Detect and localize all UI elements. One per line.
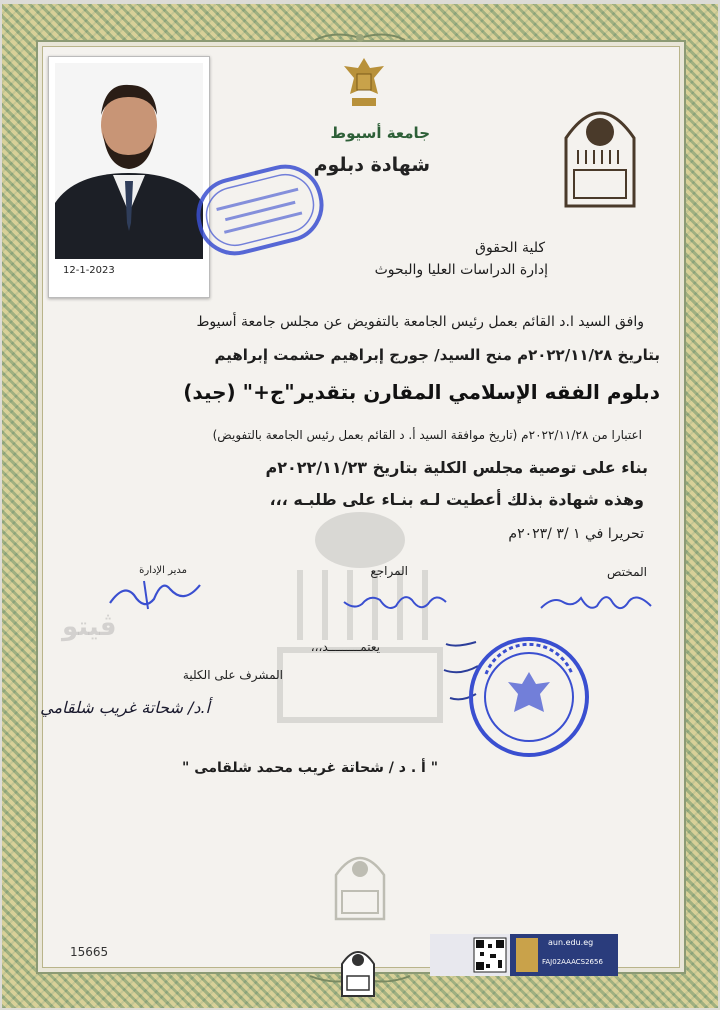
approved-label: يعتمـــــــــد،،، <box>310 640 380 654</box>
serial-number: 15665 <box>70 945 109 959</box>
assiut-university-logo-icon <box>558 98 642 210</box>
top-ornament-icon <box>310 28 410 48</box>
university-name: جامعة أسيوط <box>330 124 430 142</box>
supervisor-signature: أ.د/ شحاتة غريب شلقامي <box>40 698 210 717</box>
department-name: إدارة الدراسات العليا والبحوث <box>374 262 548 278</box>
egypt-eagle-emblem-icon <box>340 54 388 112</box>
reviewer-signature-icon <box>340 588 450 614</box>
grant-line: بتاريخ ٢٠٢٢/١١/٢٨م منح السيد/ جورج إبراهيم حشمت إبراهيم <box>214 346 660 364</box>
issuance-line: وهذه شهادة بذلك أعطيت لـه بنـاء على طلبـه ،،، <box>269 490 644 509</box>
approval-line: وافق السيد ا.د القائم بعمل رئيس الجامعة بالتفويض عن مجلس جامعة أسيوط <box>196 314 644 330</box>
faculty-round-stamp-icon <box>466 634 592 760</box>
watermark-text: ڤيتو <box>62 612 117 642</box>
holder-photo <box>48 56 210 298</box>
certificate-title: شهادة دبلوم <box>313 154 430 176</box>
issue-date-line: تحريرا في ١ /٣ /٢٠٢٣م <box>508 526 644 542</box>
site-text: aun.edu.eg <box>548 938 594 947</box>
supervisor-label: المشرف على الكلية <box>182 668 283 682</box>
reviewer-label: المراجع <box>370 564 408 578</box>
university-footer-logo-icon <box>338 942 378 1000</box>
faculty-name: كلية الحقوق <box>475 240 545 256</box>
specialist-signature-icon <box>535 586 655 616</box>
effective-date-line: اعتبارا من ٢٠٢٢/١١/٢٨م (تاريخ موافقة السيد أ. د القائم بعمل رئيس الجامعة بالتفويض) <box>212 428 642 442</box>
verification-strip <box>430 930 620 980</box>
university-faded-logo-icon <box>330 845 390 923</box>
admin-manager-label: مدير الإدارة <box>139 565 187 576</box>
verification-code: FAJ02AAACS2656 <box>542 958 603 966</box>
supervisor-printed-name: " أ . د / شحاتة غريب محمد شلقامى " <box>182 760 438 776</box>
diploma-grade-line: دبلوم الفقه الإسلامي المقارن بتقدير"ج+" (جيد) <box>183 380 660 404</box>
photo-date: 12-1-2023 <box>63 265 115 276</box>
portrait-image <box>55 63 203 259</box>
specialist-label: المختص <box>607 565 647 579</box>
council-recommendation-line: بناء على توصية مجلس الكلية بتاريخ ٢٠٢٢/١١/٢٣م <box>265 458 648 477</box>
admin-manager-signature-icon <box>104 575 204 615</box>
blue-department-stamp-icon <box>190 155 330 265</box>
